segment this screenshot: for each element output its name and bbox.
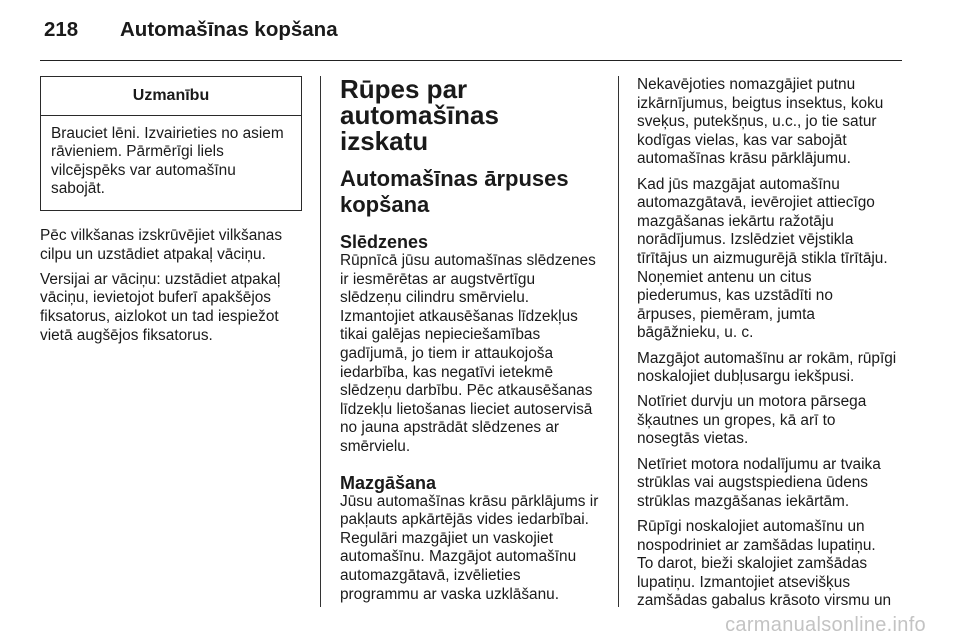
- warning-box: [40, 76, 302, 211]
- warning-title: Uzmanību: [41, 77, 301, 116]
- chapter-title: Automašīnas kopšana: [120, 18, 338, 41]
- column-left: [40, 76, 302, 352]
- column-divider-2: [618, 76, 619, 607]
- section-heading: Rūpes par automašīnas izskatu: [340, 74, 499, 156]
- bird-droppings-paragraph: Nekavējoties nomazgājiet putnu izkārnījumus, beigtus insektus, koku sveķus, putekšņus, u.c., jo tie satur kodīgas vielas, kas var sabojāt automašīnas krāsu pārklājumu.: [637, 76, 884, 168]
- chamois-paragraph: Rūpīgi noskalojiet automašīnu un nospodriniet ar zamšādas lupatiņu. To darot, bieži skalojiet zamšādas lupatiņu. Izmantojiet atsevišķus zamšādas gabalus krāsoto virsmu un: [637, 518, 892, 610]
- car-wash-paragraph: Kad jūs mazgājat automašīnu automazgātavā, ievērojiet attiecīgo mazgāšanas iekārtu ražotāju norādījumus. Izslēdziet vējstikla tīrītājus un aizmugurējā stikla tīrītāju. Noņemiet antenu un citus piederumus, kas uzstādīti no ārpuses, piemēram, jumta bāgāžnieku, u. c.: [637, 175, 888, 342]
- washing-heading: Mazgāšana: [340, 472, 437, 493]
- hand-wash-paragraph: Mazgājot automašīnu ar rokām, rūpīgi noskalojiet dubļusargu iekšpusi.: [637, 349, 897, 386]
- warning-text: Brauciet lēni. Izvairieties no asiem rāvieniem. Pārmērīgi liels vilcējspēks var automašīnu sabojāt.: [51, 124, 284, 198]
- column-right: [637, 76, 905, 618]
- header-rule: [40, 60, 902, 61]
- locks-heading: Slēdzenes: [340, 232, 429, 252]
- cover-version-paragraph: Versijai ar vāciņu: uzstādiet atpakaļ vāciņu, ievietojot buferī apakšējos fiksatorus, aizlokot un tad iespiežot vietā augšējos fiksatorus.: [40, 270, 281, 344]
- door-edges-paragraph: Notīriet durvju un motora pārsega šķautnes un gropes, kā arī to nosegtās vietas.: [637, 393, 867, 448]
- watermark: carmanualsonline.info: [725, 614, 926, 636]
- engine-bay-paragraph: Netīriet motora nodalījumu ar tvaika strūklas vai augstspiediena ūdens strūklas mazgāšanas iekārtām.: [637, 455, 881, 510]
- column-divider-1: [320, 76, 321, 607]
- locks-paragraph: Rūpnīcā jūsu automašīnas slēdzenes ir iesmērētas ar augstvērtīgu slēdzeņu cilindru smērvielu. Izmantojiet atkausēšanas līdzekļus tikai galējas nepieciešamības gadījumā, jo tiem ir attaukojoša iedarbība, kas negatīvi ietekmē slēdzeņu darbību. Pēc atkausēšanas līdzekļu lietošanas lieciet autoservisā no jauna apstrādāt slēdzenes ar smērvielu.: [340, 252, 596, 455]
- washing-paragraph: Jūsu automašīnas krāsu pārklājums ir pakļauts apkārtējās vides iedarbībai. Regulāri mazgājiet un vaskojiet automašīnu. Mazgājot automašīnu automazgātavā, izvēlieties programmu ar vaska uzklāšanu.: [340, 492, 599, 603]
- page-number: 218: [44, 18, 79, 41]
- page-header: [44, 18, 338, 42]
- towing-eye-paragraph: Pēc vilkšanas izskrūvējiet vilkšanas cilpu un uzstādiet atpakaļ vāciņu.: [40, 226, 283, 263]
- column-middle: [340, 76, 608, 611]
- subsection-heading: Automašīnas ārpuses kopšana: [340, 166, 569, 217]
